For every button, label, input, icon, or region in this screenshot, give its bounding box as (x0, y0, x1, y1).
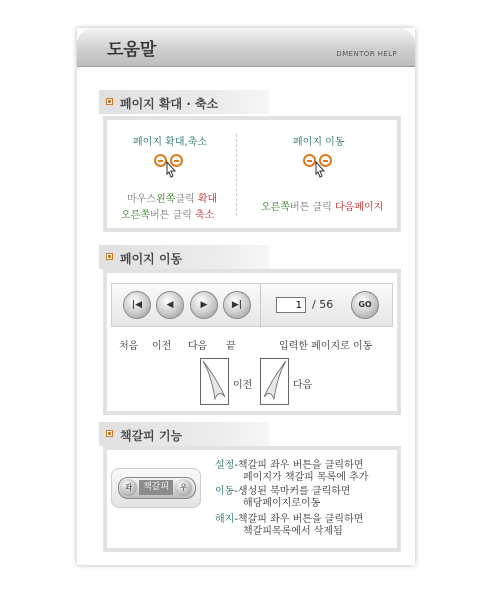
bookmark-desc-set: 설정-책갈피 좌우 버튼을 클릭하면 페이지가 책갈피 목록에 추가 (215, 460, 369, 483)
first-page-button[interactable]: |◀ (123, 291, 151, 319)
label-last: 끝 (226, 341, 236, 352)
label-goto: 입력한 페이지로 이동 (279, 341, 373, 352)
section-title-zoom-text: 페이지 확대 · 축소 (120, 97, 219, 111)
help-panel (77, 28, 415, 565)
go-button[interactable]: GO (351, 291, 379, 319)
bookmark-desc-move: 이동-생성된 북마커를 클릭하면 해당페이지로이동 (215, 486, 351, 509)
page-title: 도움말 (107, 40, 157, 60)
bullet-icon (106, 430, 113, 437)
section-title-zoom (99, 90, 269, 114)
page-total: / 56 (312, 298, 334, 311)
section-title-bookmark (99, 422, 269, 446)
curl-prev-label: 이전 (233, 380, 253, 391)
section-title-nav-text: 페이지 이동 (120, 252, 183, 266)
brand-subtitle: DMENTOR HELP (336, 50, 397, 58)
prev-page-curl-icon[interactable] (200, 358, 229, 405)
zoom-heading: 페이지 확대,축소 (133, 137, 207, 148)
zoom-instruction-line1: 마우스왼쪽클릭 확대 (127, 194, 218, 205)
divider (236, 134, 237, 216)
bookmark-widget (111, 468, 201, 508)
next-page-button[interactable]: ▶ (190, 291, 218, 319)
label-first: 처음 (119, 341, 139, 352)
label-next: 다음 (188, 341, 208, 352)
bullet-icon (106, 98, 113, 105)
nav-divider (260, 284, 261, 326)
help-header (77, 28, 415, 67)
bookmark-control (118, 477, 196, 499)
bookmark-desc-remove: 해지-책갈피 좌우 버튼을 클릭하면 책갈피목록에서 삭제됨 (215, 514, 364, 537)
section-title-bookmark-text: 책갈피 기능 (120, 429, 183, 443)
move-heading: 페이지 이동 (293, 137, 345, 148)
page-nav-bar (111, 283, 393, 327)
bookmark-help-box (103, 446, 401, 552)
nav-help-box (103, 269, 401, 415)
next-page-curl-icon[interactable] (260, 358, 289, 405)
bookmark-right-button[interactable]: 우 (175, 479, 192, 496)
curl-next-label: 다음 (293, 380, 313, 391)
label-prev: 이전 (152, 341, 172, 352)
bookmark-label: 책갈피 (139, 480, 173, 495)
bookmark-left-button[interactable]: 좌 (120, 479, 137, 496)
zoom-instruction-line2: 오른쪽버튼 클릭 축소 (121, 210, 215, 221)
move-mouse-icon (303, 152, 337, 182)
zoom-mouse-icon (154, 152, 188, 182)
bullet-icon (106, 253, 113, 260)
page-number-input[interactable]: 1 (276, 297, 306, 313)
move-instruction: 오른쪽버튼 클릭 다음페이지 (261, 202, 384, 213)
zoom-help-box (103, 116, 401, 232)
section-title-nav (99, 245, 269, 269)
prev-page-button[interactable]: ◀ (156, 291, 184, 319)
last-page-button[interactable]: ▶| (223, 291, 251, 319)
